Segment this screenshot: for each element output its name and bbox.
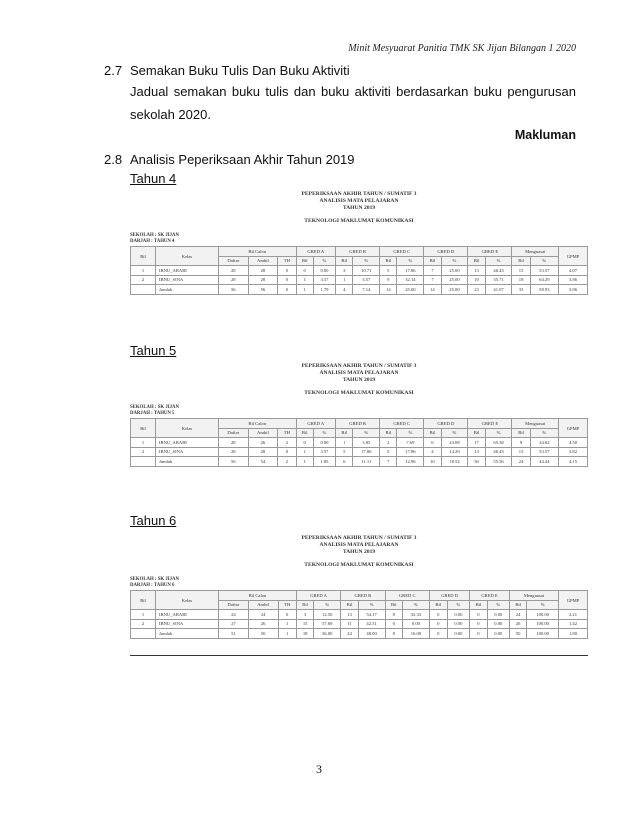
header-grade: Menguasai <box>512 419 559 429</box>
table-cell: 8 <box>385 629 402 639</box>
header-grade: GRED B <box>336 419 380 429</box>
table-cell: 50 <box>248 629 278 639</box>
table-cell: 100.00 <box>527 629 559 639</box>
header-pct: % <box>485 428 512 438</box>
table-cell: 18.52 <box>441 457 468 467</box>
table-cell: 26 <box>248 619 278 629</box>
header-bil: Bil <box>131 419 156 438</box>
table-cell: 0 <box>385 619 402 629</box>
table-cell: 2 <box>380 438 397 448</box>
table-cell: 12.50 <box>314 610 341 620</box>
table-cell: 1 <box>336 275 353 285</box>
header-ambil: Ambil <box>248 428 278 438</box>
exam-title-line: ANALISIS MATA PELAJARAN <box>319 370 399 376</box>
table-cell: 100.00 <box>527 610 559 620</box>
exam-title-line: ANALISIS MATA PELAJARAN <box>319 542 399 548</box>
section-2-7-heading <box>104 63 350 78</box>
table-cell <box>131 629 156 639</box>
header-pct: % <box>487 600 509 610</box>
table-cell: 1 <box>131 610 156 620</box>
header-bil-sub: Bil <box>380 428 397 438</box>
header-bil-sub: Bil <box>512 428 530 438</box>
header-bil-sub: Bil <box>470 600 487 610</box>
table-cell: 25.00 <box>441 266 468 276</box>
table-cell: 17.86 <box>397 447 424 457</box>
header-grade: Menguasai <box>512 247 559 257</box>
table-cell: 26 <box>509 619 526 629</box>
header-kelas: Kelas <box>156 247 219 266</box>
table-cell: IBNU_SINA <box>156 275 219 285</box>
table-cell: 0.00 <box>313 266 335 276</box>
header-pct: % <box>441 428 468 438</box>
header-grade: Menguasai <box>509 591 558 601</box>
table-cell: 1 <box>296 457 313 467</box>
table-row <box>131 629 588 639</box>
tahun-6-label: Tahun 6 <box>130 513 177 528</box>
table-cell: 8 <box>385 610 402 620</box>
table-cell: 35.71 <box>485 275 512 285</box>
table-cell: 56 <box>219 285 249 295</box>
table-cell: 0 <box>470 610 487 620</box>
table-cell: 65.38 <box>485 438 512 448</box>
table-cell: 46.43 <box>485 266 512 276</box>
header-th: TH <box>278 428 296 438</box>
header-pct: % <box>485 256 512 266</box>
table-cell: 24 <box>512 457 530 467</box>
table-cell: 7 <box>424 275 441 285</box>
exam-title <box>130 535 588 556</box>
table-row <box>131 610 588 620</box>
table-cell: 15 <box>296 619 313 629</box>
section-2-8-heading <box>104 152 355 167</box>
exam-subject: TEKNOLOGI MAKLUMAT KOMUNIKASI <box>304 390 414 396</box>
header-kelas: Kelas <box>156 591 219 610</box>
exam-title-line: PEPERIKSAAN AKHIR TAHUN / SUMATIF 3 <box>301 535 417 541</box>
table-cell: 100.00 <box>527 619 559 629</box>
header-pct: % <box>530 256 558 266</box>
table-cell: 0 <box>429 629 447 639</box>
table-cell: 9 <box>380 275 397 285</box>
section-title: Semakan Buku Tulis Dan Buku Aktiviti <box>130 63 350 78</box>
header-grade: GRED B <box>341 591 385 601</box>
table-cell: 0.00 <box>487 629 509 639</box>
table-cell: 50 <box>509 629 526 639</box>
table-cell: 23.08 <box>441 438 468 448</box>
table-cell: 12.96 <box>397 457 424 467</box>
table-cell: 26 <box>248 438 278 448</box>
table-cell: 1 <box>296 285 313 295</box>
header-pct: % <box>530 428 558 438</box>
section-title: Analisis Peperiksaan Akhir Tahun 2019 <box>130 152 355 167</box>
table-cell: 17.86 <box>353 447 380 457</box>
table-cell: 18 <box>512 275 530 285</box>
exam-title-line: ANALISIS MATA PELAJARAN <box>319 198 399 204</box>
header-gpmp: GPMP <box>559 419 588 438</box>
table-cell: 56 <box>248 285 278 295</box>
table-cell: 51 <box>219 629 249 639</box>
header-bil-sub: Bil <box>512 256 530 266</box>
table-cell: 3.82 <box>559 447 588 457</box>
class-level: DARJAH : TAHUN 4 <box>130 239 175 244</box>
table-cell: 28 <box>248 275 278 285</box>
header-bil: Bil <box>131 591 156 610</box>
class-level: DARJAH : TAHUN 5 <box>130 411 175 416</box>
table-cell: 1 <box>336 438 353 448</box>
header-bil-sub: Bil <box>509 600 526 610</box>
table-cell: 2.21 <box>559 610 588 620</box>
table-cell: 56 <box>219 457 249 467</box>
table-cell: 5 <box>380 447 397 457</box>
header-ambil: Ambil <box>248 600 278 610</box>
header-pct: % <box>402 600 429 610</box>
header-pct: % <box>527 600 559 610</box>
header-bil-sub: Bil <box>385 600 402 610</box>
table-cell: 0 <box>470 619 487 629</box>
table-cell: 53.57 <box>530 266 558 276</box>
table-cell: 2 <box>278 438 296 448</box>
table-cell: 14.29 <box>441 447 468 457</box>
note-label: Makluman <box>514 128 576 142</box>
table-cell: 11 <box>341 619 358 629</box>
table-cell: 24 <box>509 610 526 620</box>
table-cell: 24 <box>219 610 249 620</box>
table-cell: 6 <box>424 438 441 448</box>
header-bil-sub: Bil <box>424 428 441 438</box>
header-bil-sub: Bil <box>336 428 353 438</box>
table-cell: 28 <box>219 266 249 276</box>
table-cell: 28 <box>248 447 278 457</box>
table-cell: 54 <box>248 457 278 467</box>
table-cell: 1 <box>296 275 313 285</box>
table-cell: 32.14 <box>397 275 424 285</box>
table-cell: 10 <box>424 457 441 467</box>
bottom-rule <box>130 655 588 656</box>
table-cell: 1.80 <box>559 629 588 639</box>
table-cell: 13 <box>468 266 485 276</box>
table-cell: 41.07 <box>485 285 512 295</box>
table-cell: 7.69 <box>397 438 424 448</box>
table-cell: 34.62 <box>530 438 558 448</box>
table-cell: 58.93 <box>530 285 558 295</box>
table-cell: 13 <box>341 610 358 620</box>
table-cell: 7 <box>380 457 397 467</box>
table-cell: 24 <box>341 629 358 639</box>
table-cell: IBNU_ARABI <box>156 610 219 620</box>
school-meta <box>130 405 588 417</box>
table-cell: 3 <box>296 610 313 620</box>
table-cell: 3.85 <box>353 438 380 448</box>
table-cell: Jumlah <box>156 629 219 639</box>
table-cell: 30 <box>468 457 485 467</box>
header-grade: GRED D <box>424 419 468 429</box>
header-bil-sub: Bil <box>296 600 313 610</box>
table-cell: 14 <box>424 285 441 295</box>
table-cell: 3.57 <box>313 447 335 457</box>
header-grade: GRED A <box>296 247 336 257</box>
school-name: SEKOLAH : SK JIJAN <box>130 577 179 582</box>
class-level: DARJAH : TAHUN 6 <box>130 583 175 588</box>
table-cell: 2 <box>131 447 156 457</box>
school-meta <box>130 233 588 245</box>
header-daftar: Daftar <box>219 600 249 610</box>
header-grade: GRED B <box>336 247 380 257</box>
exam-title <box>130 191 588 212</box>
table-cell: 7.14 <box>353 285 380 295</box>
header-pct: % <box>353 428 380 438</box>
table-cell: 28 <box>248 266 278 276</box>
table-cell: 15 <box>512 266 530 276</box>
header-daftar: Daftar <box>219 428 249 438</box>
table-cell: IBNU_ARABI <box>156 266 219 276</box>
table-cell: 0 <box>296 438 313 448</box>
table-cell: 25.00 <box>441 285 468 295</box>
table-cell: 17 <box>468 438 485 448</box>
table-cell: 0 <box>429 619 447 629</box>
table-cell: 4 <box>424 447 441 457</box>
running-header: Minit Mesyuarat Panitia TMK SK Jijan Bilangan 1 2020 <box>348 43 576 54</box>
table-cell: 28 <box>219 438 249 448</box>
header-grade: GRED C <box>380 419 424 429</box>
table-cell: 57.69 <box>314 619 341 629</box>
table-cell: 2 <box>278 457 296 467</box>
table-cell: 9 <box>512 438 530 448</box>
table-cell: 16.00 <box>402 629 429 639</box>
table-header-row <box>131 591 588 601</box>
table-cell: IBNU_ARABI <box>156 438 219 448</box>
exam-block <box>130 535 588 639</box>
header-kelas: Kelas <box>156 419 219 438</box>
table-cell: 1 <box>131 266 156 276</box>
table-cell: 28 <box>219 447 249 457</box>
header-grade: GRED A <box>296 419 336 429</box>
table-cell: 10.71 <box>353 266 380 276</box>
header-bil-sub: Bil <box>468 428 485 438</box>
table-cell: 3.57 <box>353 275 380 285</box>
table-cell: 3.57 <box>313 275 335 285</box>
table-cell: 0.00 <box>402 619 429 629</box>
table-row <box>131 619 588 629</box>
header-bil-sub: Bil <box>429 600 447 610</box>
table-cell: 0.00 <box>487 619 509 629</box>
table-cell: 2 <box>131 619 156 629</box>
header-bil-calon: Bil Calon <box>219 591 297 601</box>
header-bil-sub: Bil <box>341 600 358 610</box>
table-cell: 54.17 <box>358 610 385 620</box>
header-grade: GRED E <box>468 247 512 257</box>
table-cell: 55.56 <box>485 457 512 467</box>
exam-title-line: PEPERIKSAAN AKHIR TAHUN / SUMATIF 3 <box>301 363 417 369</box>
table-cell: 46.43 <box>485 447 512 457</box>
header-bil-sub: Bil <box>380 256 397 266</box>
table-row <box>131 457 588 467</box>
table-cell: 23 <box>468 285 485 295</box>
table-cell: 15 <box>512 447 530 457</box>
table-cell: 0.00 <box>447 610 470 620</box>
header-gpmp: GPMP <box>559 591 588 610</box>
header-pct: % <box>313 256 335 266</box>
exam-subject: TEKNOLOGI MAKLUMAT KOMUNIKASI <box>304 562 414 568</box>
header-pct: % <box>441 256 468 266</box>
exam-title-line: TAHUN 2019 <box>342 205 376 211</box>
header-bil: Bil <box>131 247 156 266</box>
school-meta <box>130 577 588 589</box>
table-row <box>131 438 588 448</box>
table-cell: 1.85 <box>313 457 335 467</box>
table-cell: 53.57 <box>530 447 558 457</box>
table-row <box>131 447 588 457</box>
table-cell: 14 <box>380 285 397 295</box>
table-cell: 18 <box>296 629 313 639</box>
header-pct: % <box>447 600 470 610</box>
table-header-row <box>131 247 588 257</box>
exam-title <box>130 363 588 384</box>
header-pct: % <box>397 256 424 266</box>
table-cell: 1.42 <box>559 619 588 629</box>
table-cell: 25.00 <box>441 275 468 285</box>
header-pct: % <box>358 600 385 610</box>
table-cell: 0 <box>278 266 296 276</box>
table-cell: 1 <box>296 447 313 457</box>
table-cell: 0 <box>470 629 487 639</box>
table-cell: 0 <box>278 447 296 457</box>
table-cell: 0 <box>278 285 296 295</box>
header-bil-calon: Bil Calon <box>219 247 297 257</box>
header-grade: GRED D <box>424 247 468 257</box>
table-cell: 3.86 <box>559 275 588 285</box>
header-pct: % <box>313 428 335 438</box>
table-cell: 10 <box>468 275 485 285</box>
table-cell: 1 <box>278 619 296 629</box>
table-cell: 27 <box>219 619 249 629</box>
section-number: 2.8 <box>104 152 123 167</box>
header-bil-sub: Bil <box>424 256 441 266</box>
tahun-4-label: Tahun 4 <box>130 171 177 186</box>
table-cell: 3 <box>336 266 353 276</box>
header-bil-sub: Bil <box>336 256 353 266</box>
table-cell: 25.00 <box>397 285 424 295</box>
table-cell: 0.00 <box>447 629 470 639</box>
exam-title-line: PEPERIKSAAN AKHIR TAHUN / SUMATIF 3 <box>301 191 417 197</box>
table-cell: 33 <box>512 285 530 295</box>
table-cell: 24 <box>248 610 278 620</box>
table-cell <box>131 457 156 467</box>
table-cell: 5 <box>336 447 353 457</box>
table-cell: 17.86 <box>397 266 424 276</box>
header-grade: GRED A <box>296 591 340 601</box>
exam-block <box>130 191 588 295</box>
table-cell <box>131 285 156 295</box>
header-grade: GRED D <box>429 591 469 601</box>
table-cell: Jumlah <box>156 457 219 467</box>
header-th: TH <box>278 600 296 610</box>
table-cell: 48.00 <box>358 629 385 639</box>
table-cell: IBNU_SINA <box>156 447 219 457</box>
header-bil-sub: Bil <box>468 256 485 266</box>
exam-block <box>130 363 588 467</box>
table-cell: 4.15 <box>559 457 588 467</box>
table-cell: 6 <box>336 457 353 467</box>
table-cell: 4.07 <box>559 266 588 276</box>
table-cell: 42.31 <box>358 619 385 629</box>
header-grade: GRED C <box>385 591 429 601</box>
header-gpmp: GPMP <box>559 247 588 266</box>
section-2-7-body: Jadual semakan buku tulis dan buku aktiviti berdasarkan buku pengurusan sekolah 2020. <box>130 84 576 122</box>
school-name: SEKOLAH : SK JIJAN <box>130 405 179 410</box>
header-bil-sub: Bil <box>296 256 313 266</box>
table-cell: 3.96 <box>559 285 588 295</box>
table-cell: 0.00 <box>487 610 509 620</box>
header-pct: % <box>353 256 380 266</box>
table-cell: 13 <box>468 447 485 457</box>
header-bil-sub: Bil <box>296 428 313 438</box>
table-cell: IBNU_SINA <box>156 619 219 629</box>
table-cell: 11.11 <box>353 457 380 467</box>
table-cell: 0.00 <box>447 619 470 629</box>
table-cell: 44.44 <box>530 457 558 467</box>
results-table <box>130 246 588 295</box>
table-cell: 1 <box>278 629 296 639</box>
header-bil-calon: Bil Calon <box>219 419 297 429</box>
table-row <box>131 275 588 285</box>
table-cell: 28 <box>219 275 249 285</box>
table-cell: 0 <box>278 275 296 285</box>
school-name: SEKOLAH : SK JIJAN <box>130 233 179 238</box>
table-header-row <box>131 419 588 429</box>
header-daftar: Daftar <box>219 256 249 266</box>
table-cell: 64.29 <box>530 275 558 285</box>
table-cell: 1.79 <box>313 285 335 295</box>
table-cell: 7 <box>424 266 441 276</box>
table-cell: 4.50 <box>559 438 588 448</box>
table-cell: 2 <box>131 275 156 285</box>
table-cell: 1 <box>131 438 156 448</box>
table-cell: 5 <box>380 266 397 276</box>
page-number: 3 <box>316 762 322 776</box>
header-grade: GRED C <box>380 247 424 257</box>
table-cell: 0 <box>296 266 313 276</box>
exam-title-line: TAHUN 2019 <box>342 549 376 555</box>
header-grade: GRED E <box>468 419 512 429</box>
table-row <box>131 285 588 295</box>
exam-title-line: TAHUN 2019 <box>342 377 376 383</box>
section-number: 2.7 <box>104 63 123 78</box>
header-grade: GRED E <box>470 591 510 601</box>
results-table <box>130 418 588 467</box>
table-cell: 0 <box>278 610 296 620</box>
exam-subject: TEKNOLOGI MAKLUMAT KOMUNIKASI <box>304 218 414 224</box>
header-ambil: Ambil <box>248 256 278 266</box>
header-pct: % <box>314 600 341 610</box>
header-pct: % <box>397 428 424 438</box>
tahun-5-label: Tahun 5 <box>130 343 177 358</box>
table-cell: 4 <box>336 285 353 295</box>
table-cell: 0.00 <box>313 438 335 448</box>
table-cell: 33.33 <box>402 610 429 620</box>
table-cell: 36.00 <box>314 629 341 639</box>
results-table <box>130 590 588 639</box>
table-cell: 0 <box>429 610 447 620</box>
header-th: TH <box>278 256 296 266</box>
table-cell: Jumlah <box>156 285 219 295</box>
table-row <box>131 266 588 276</box>
